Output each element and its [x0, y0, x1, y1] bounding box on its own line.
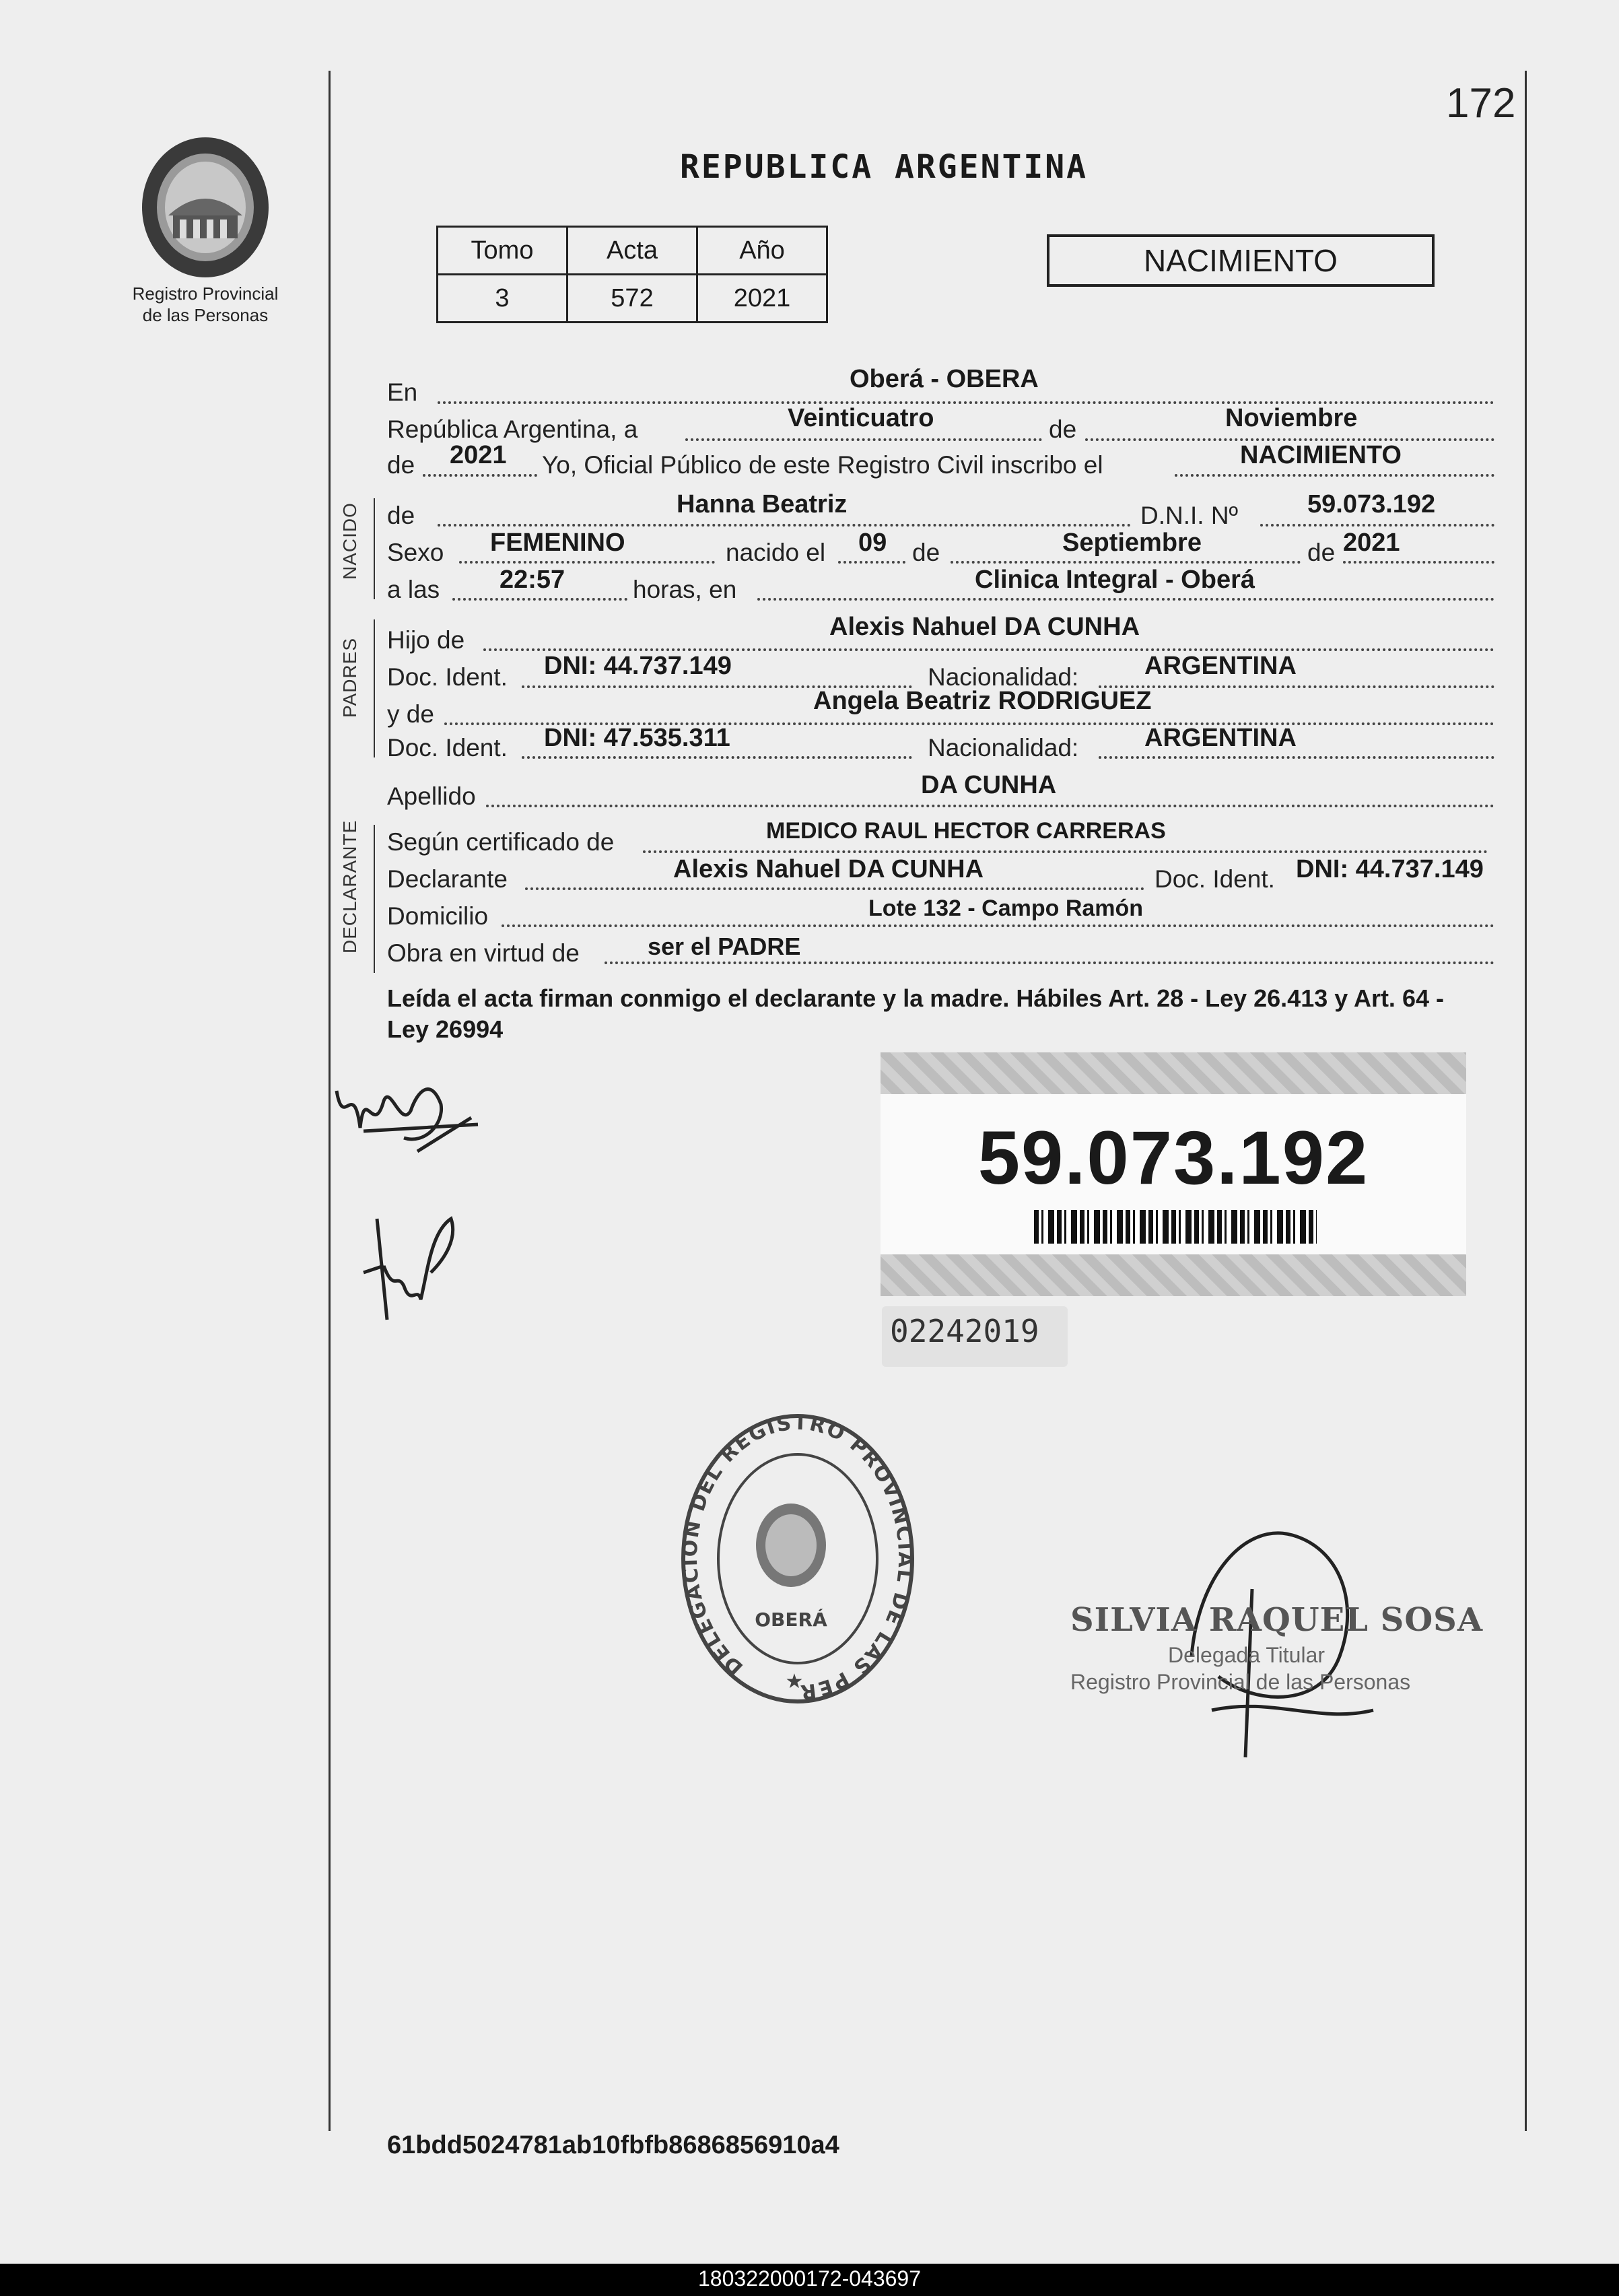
- value-padre: Alexis Nahuel DA CUNHA: [829, 613, 1140, 641]
- official-title: Delegada Titular: [1168, 1643, 1325, 1667]
- section-divider-nacido: [374, 498, 375, 599]
- label-apellido: Apellido: [387, 782, 476, 810]
- value-mes-nac: Septiembre: [1062, 529, 1202, 557]
- misiones-seal-logo: [138, 135, 273, 279]
- label-yo: Yo, Oficial Público de este Registro Civil inscribo el: [542, 451, 1103, 479]
- header-acta: Acta: [567, 227, 697, 275]
- logo-caption: [108, 283, 303, 326]
- official-name: SILVIA RAQUEL SOSA: [1070, 1601, 1484, 1639]
- label-obra: Obra en virtud de: [387, 939, 580, 967]
- value-dia-letras: Veinticuatro: [788, 404, 934, 432]
- label-segun: Según certificado de: [387, 828, 615, 856]
- dotted-line: [1099, 685, 1494, 688]
- value-madre-nac: ARGENTINA: [1144, 724, 1297, 752]
- value-lugar: Oberá - OBERA: [850, 365, 1039, 393]
- dotted-line: [605, 961, 1494, 964]
- right-margin-line: [1525, 71, 1527, 2131]
- dotted-line: [459, 561, 715, 564]
- value-acta: 572: [567, 275, 697, 323]
- dotted-line: [423, 474, 537, 477]
- value-anio: 2021: [450, 441, 507, 469]
- value-declarante-doc: DNI: 44.737.149: [1296, 855, 1484, 883]
- value-hora: 22:57: [500, 566, 565, 594]
- dotted-line: [951, 561, 1301, 564]
- sticker-dni: 59.073.192: [977, 1116, 1369, 1200]
- value-inscripcion: NACIMIENTO: [1240, 441, 1402, 469]
- value-lugar-nac: Clinica Integral - Oberá: [975, 566, 1255, 594]
- value-padre-doc: DNI: 44.737.149: [544, 652, 732, 680]
- label-dni: D.N.I. Nº: [1140, 502, 1239, 529]
- header-anio: Año: [697, 227, 827, 275]
- value-madre: Angela Beatriz RODRIGUEZ: [813, 687, 1152, 715]
- legal-text: Leída el acta firman conmigo el declarante y la madre. Hábiles Art. 28 - Ley 26.413 y Art. 64 - Ley 26994: [387, 984, 1444, 1043]
- label-horas-en: horas, en: [633, 576, 737, 603]
- dotted-line: [486, 805, 1494, 807]
- footer-code: 180322000172-043697: [698, 2266, 921, 2291]
- svg-text:★: ★: [785, 1670, 804, 1693]
- svg-text:OBERÁ: OBERÁ: [755, 1609, 827, 1631]
- value-domicilio: Lote 132 - Campo Ramón: [868, 896, 1144, 921]
- label-de: de: [1049, 415, 1077, 443]
- dotted-line: [838, 561, 905, 564]
- logo-caption-line1: Registro Provincial: [132, 283, 279, 304]
- registry-table: [436, 226, 828, 323]
- label-de-anio: de: [1307, 539, 1336, 566]
- act-type-box: NACIMIENTO: [1047, 234, 1435, 287]
- label-doc-ident2: Doc. Ident.: [387, 734, 508, 762]
- value-anio-nac: 2021: [1343, 529, 1400, 557]
- section-label-padres: PADRES: [339, 637, 360, 718]
- sticker-label-area: [881, 1094, 1466, 1254]
- sticker-serial: 02242019: [890, 1313, 1039, 1349]
- value-tomo: 3: [438, 275, 567, 323]
- label-doc-ident: Doc. Ident.: [387, 663, 508, 691]
- dotted-line: [643, 850, 1488, 853]
- label-republica: República Argentina, a: [387, 415, 638, 443]
- label-nacionalidad2: Nacionalidad:: [928, 734, 1079, 762]
- section-label-declarante: DECLARANTE: [339, 819, 360, 953]
- label-a-las: a las: [387, 576, 440, 603]
- label-de2: de: [387, 451, 415, 479]
- page-number: 172: [1446, 80, 1516, 127]
- value-mes: Noviembre: [1225, 404, 1358, 432]
- value-dni: 59.073.192: [1307, 490, 1436, 518]
- dotted-line: [1260, 524, 1494, 527]
- dotted-line: [522, 756, 912, 759]
- svg-text:DELEGACION DEL REGISTRO PROVIN: DELEGACION DEL REGISTRO PROVINCIAL DE LAS PER: [680, 1411, 916, 1704]
- signature-declarante: [323, 1064, 485, 1158]
- label-y-de: y de: [387, 700, 434, 728]
- dni-sticker: [881, 1052, 1466, 1296]
- signature-madre: [357, 1192, 464, 1326]
- label-declarante: Declarante: [387, 865, 508, 893]
- dotted-line: [525, 887, 1144, 890]
- value-madre-doc: DNI: 47.535.311: [544, 724, 730, 752]
- official-office: Registro Provincial de las Personas: [1070, 1670, 1411, 1694]
- dotted-line: [685, 438, 1042, 441]
- label-sexo: Sexo: [387, 539, 444, 566]
- label-hijo-de: Hijo de: [387, 626, 465, 654]
- document-title: REPUBLICA ARGENTINA: [680, 148, 1089, 186]
- header-tomo: Tomo: [438, 227, 567, 275]
- label-domicilio: Domicilio: [387, 902, 489, 930]
- dotted-line: [1343, 561, 1494, 564]
- value-certificado: MEDICO RAUL HECTOR CARRERAS: [766, 818, 1166, 844]
- dotted-line: [1175, 474, 1494, 477]
- dotted-line: [1099, 756, 1494, 759]
- label-nacido-el: nacido el: [726, 539, 826, 566]
- logo-caption-line2: de las Personas: [142, 305, 269, 325]
- value-anio: 2021: [697, 275, 827, 323]
- section-label-nacido: NACIDO: [339, 502, 360, 580]
- barcode: [1034, 1210, 1317, 1244]
- label-de-mes: de: [912, 539, 940, 566]
- value-apellido: DA CUNHA: [921, 771, 1057, 799]
- dotted-line: [757, 598, 1494, 601]
- delegation-stamp: [680, 1411, 916, 1710]
- section-divider-declarante: [374, 825, 375, 973]
- section-divider-padres: [374, 619, 375, 757]
- document-hash: 61bdd5024781ab10fbfb8686856910a4: [387, 2131, 839, 2159]
- dotted-line: [438, 524, 1131, 527]
- dotted-line: [502, 924, 1494, 927]
- label-de-nombre: de: [387, 502, 415, 529]
- label-doc-ident3: Doc. Ident.: [1155, 865, 1275, 893]
- value-declarante: Alexis Nahuel DA CUNHA: [673, 855, 984, 883]
- value-obra: ser el PADRE: [648, 933, 801, 960]
- value-dia-nac: 09: [858, 529, 887, 557]
- dotted-line: [483, 648, 1494, 651]
- value-nombre: Hanna Beatriz: [677, 490, 848, 518]
- value-padre-nac: ARGENTINA: [1144, 652, 1297, 680]
- dotted-line: [452, 598, 627, 601]
- value-sexo: FEMENINO: [490, 529, 625, 557]
- label-en: En: [387, 378, 418, 406]
- label-nacionalidad: Nacionalidad:: [928, 663, 1079, 691]
